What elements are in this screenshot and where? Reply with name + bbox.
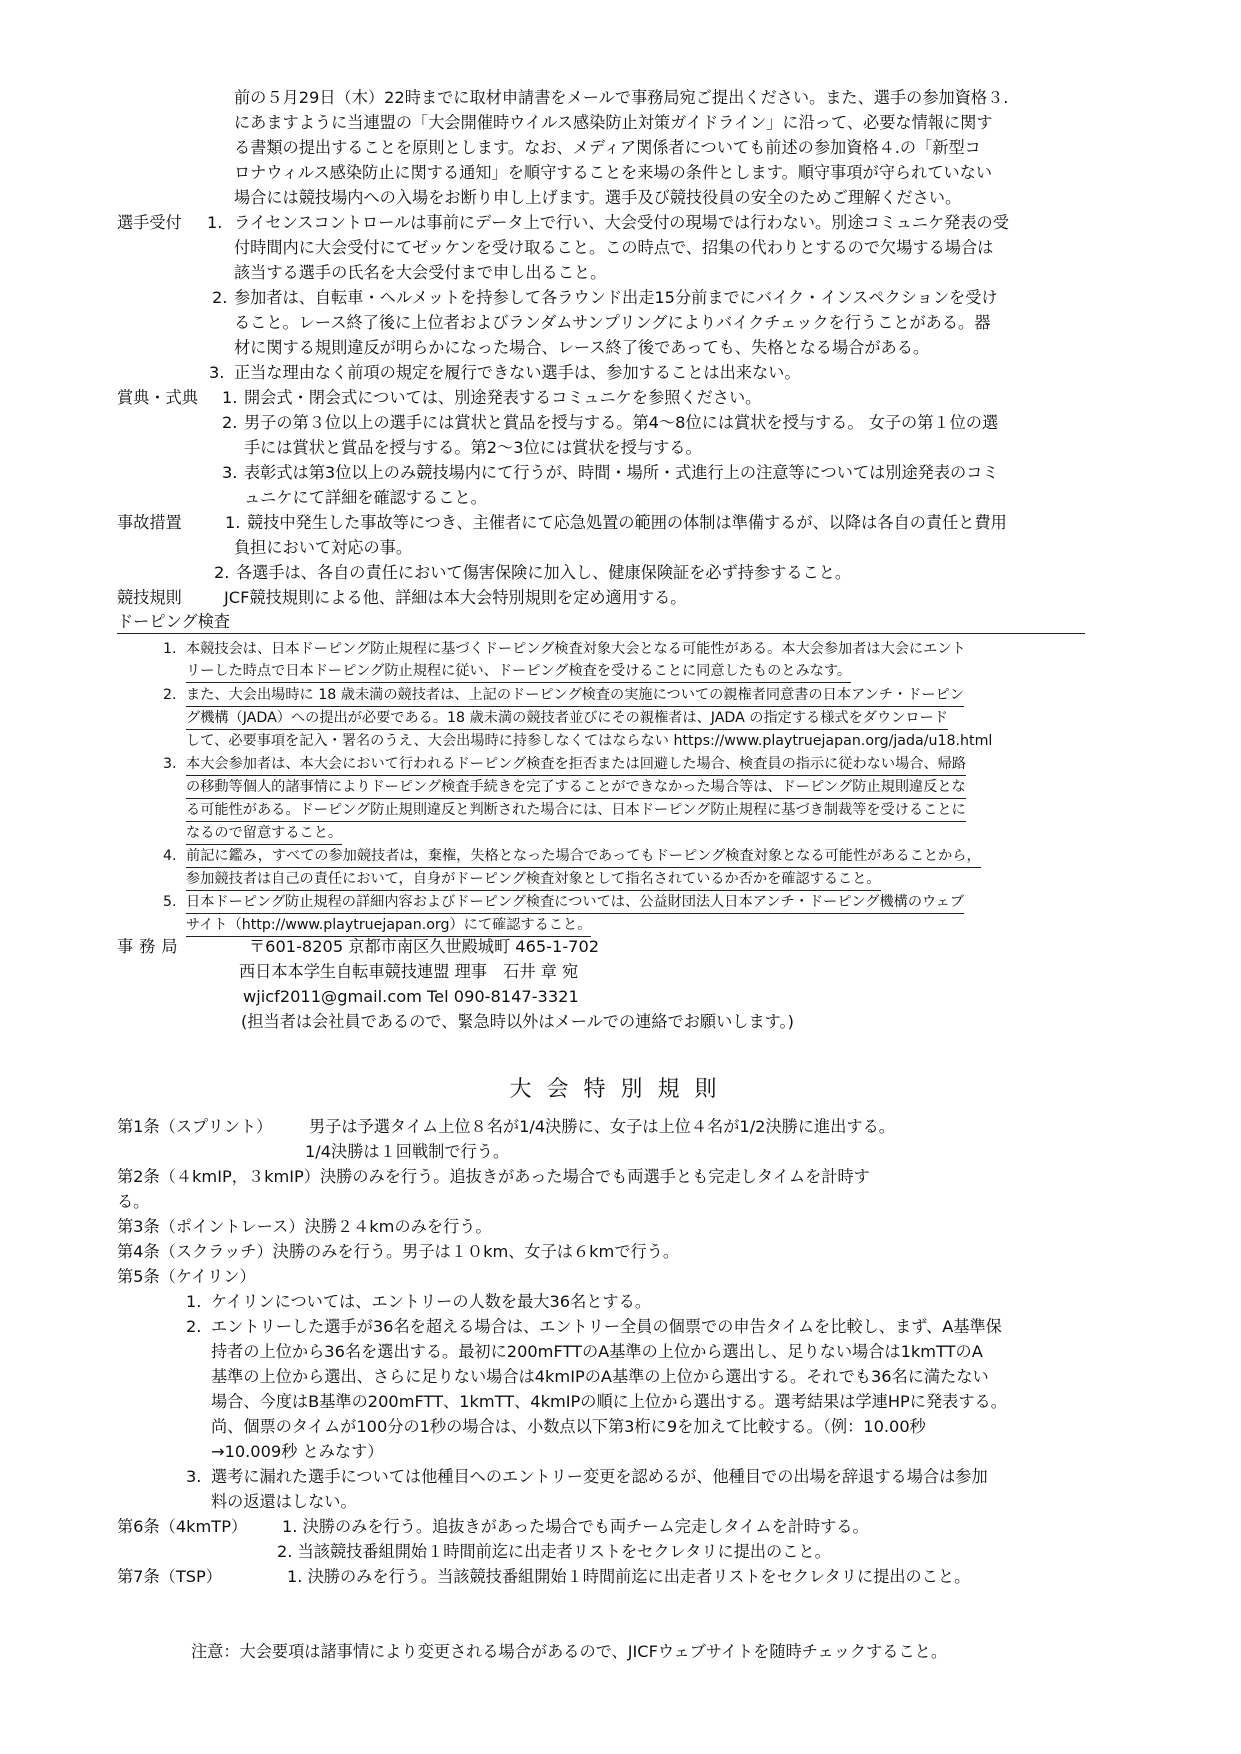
article-5-item-line: 選考に漏れた選手については他種目へのエントリー変更を認めるが、他種目での出場を辞退する場合は参加 <box>211 1467 988 1486</box>
doping-item-line: 本大会参加者は、本大会において行われるドーピング検査を拒否または回避した場合、検査員の指示に従わない場合、帰路 <box>186 753 966 776</box>
article-1-line: 男子は予選タイム上位８名が1/4決勝に、女子は上位４名が1/2決勝に進出する。 <box>309 1117 895 1136</box>
awards-item-line: 男子の第３位以上の選手には賞状と賞品を授与する。第4～8位には賞状を授与する。 女子の第１位の選 <box>244 413 999 432</box>
article-5-item-line: 料の返還はしない。 <box>211 1492 357 1511</box>
accident-item-line: 競技中発生した事故等につき、主催者にて応急処置の範囲の体制は準備するが、以降は各自の責任と費用 <box>247 513 1007 532</box>
article-5-item-line: 場合、今度はB基準の200mFTT、1kmTT、4kmIPの順に上位から選出する。選考結果は学連HPに発表する。 <box>211 1392 1007 1411</box>
office-contact: wjicf2011@gmail.com Tel 090-8147-3321 <box>243 987 579 1006</box>
intro-line: 前の５月29日（木）22時までに取材申請書をメールで事務局宛ご提出ください。また、選手の参加資格３. <box>234 88 1009 107</box>
reception-item-num: 1. <box>207 213 223 232</box>
article-4: 第4条（スクラッチ）決勝のみを行う。男子は１０km、女子は６kmで行う。 <box>117 1242 680 1261</box>
awards-item-line: 開会式・閉会式については、別途発表するコミュニケを参照ください。 <box>244 388 762 407</box>
article-5-item-num: 3. <box>186 1467 202 1486</box>
article-3: 第3条（ポイントレース）決勝２４kmのみを行う。 <box>117 1217 492 1236</box>
article-5-item-line: エントリーした選手が36名を超える場合は、エントリー全員の個票での申告タイムを比較し、まず、A基準保 <box>211 1317 1002 1336</box>
doping-divider <box>117 633 1085 634</box>
accident-item-num: 1. <box>225 513 241 532</box>
reception-item-num: 3. <box>209 363 225 382</box>
article-5-item-num: 2. <box>186 1317 202 1336</box>
reception-item-line: 参加者は、自転車・ヘルメットを持参して各ラウンド出走15分前までにバイク・インスペクションを受け <box>234 288 998 307</box>
doping-item-num: 1. <box>163 641 177 657</box>
doping-item-line: して、必要事項を記入・署名のうえ、大会出場時に持参しなくてはならない https://www.playtruejapan.org/jada/u18.html <box>186 733 993 749</box>
awards-item-line: 表彰式は第3位以上のみ競技場内にて行うが、時間・場所・式進行上の注意等については別途発表のコミ <box>244 463 999 482</box>
accident-item-line: 負担において対応の事。 <box>234 538 413 557</box>
rules-text: JCF競技規則による他、詳細は本大会特別規則を定め適用する。 <box>224 588 687 607</box>
article-6-label: 第6条（4kmTP） <box>117 1517 248 1536</box>
office-note: (担当者は会社員であるので、緊急時以外はメールでの連絡でお願いします。) <box>241 1012 794 1031</box>
doping-item-line: グ機構（JADA）への提出が必要である。18 歳未満の競技者並びにその親権者は、JADA の指定する様式をダウンロード <box>186 707 948 730</box>
article-5-item-num: 1. <box>186 1292 202 1311</box>
reception-item-line: 付時間内に大会受付にてゼッケンを受け取ること。この時点で、招集の代わりとするので欠場する場合は <box>234 238 994 257</box>
doping-item-line: なるので留意すること。 <box>186 822 342 845</box>
footer-note: 注意：大会要項は諸事情により変更される場合があるので、JICFウェブサイトを随時チェックすること。 <box>191 1642 948 1661</box>
doping-item-line: サイト（http://www.playtruejapan.org）にて確認すること。 <box>186 914 591 937</box>
awards-item-num: 1. <box>222 388 238 407</box>
doping-item-line: 前記に鑑み，すべての参加競技者は，棄権，失格となった場合であってもドーピング検査対象となる可能性があることから， <box>186 845 981 868</box>
office-recipient: 西日本本学生自転車競技連盟 理事 石井 章 宛 <box>239 962 579 981</box>
rules-heading: 競技規則 <box>117 588 182 607</box>
article-5-item-line: →10.009秒 とみなす） <box>211 1442 384 1461</box>
doping-item-num: 4. <box>163 848 177 864</box>
reception-heading: 選手受付 <box>117 213 182 232</box>
article-2-line: 第2条（４kmIP，３kmIP）決勝のみを行う。追抜きがあった場合でも両選手とも完走しタイムを計時す <box>117 1167 870 1186</box>
article-1-label: 第1条（スプリント） <box>117 1117 273 1136</box>
awards-item-num: 3. <box>222 463 238 482</box>
office-address: 〒601-8205 京都市南区久世殿城町 465-1-702 <box>249 937 600 956</box>
accident-item-line: 各選手は、各自の責任において傷害保険に加入し、健康保険証を必ず持参すること。 <box>236 563 852 582</box>
article-5-item-line: 尚、個票のタイムが100分の1秒の場合は、小数点以下第3桁に9を加えて比較する。（例：10.00秒 <box>211 1417 926 1436</box>
reception-item-line: 材に関する規則違反が明らかになった場合、レース終了後であっても、失格となる場合がある。 <box>234 338 930 357</box>
doping-item-line: の移動等個人的諸事情によりドーピング検査手続きを完了することができなかった場合等は、ドーピング防止規則違反とな <box>186 776 966 799</box>
article-6-item: 2. 当該競技番組開始１時間前迄に出走者リストをセクレタリに提出のこと。 <box>277 1542 831 1561</box>
doping-item-num: 5. <box>163 894 177 910</box>
reception-item-line: 該当する選手の氏名を大会受付まで申し出ること。 <box>234 263 607 282</box>
office-heading: 事務局 <box>117 937 184 956</box>
doping-heading: ドーピング検査 <box>117 610 230 634</box>
doping-item-num: 2. <box>163 687 177 703</box>
article-5-item-line: ケイリンについては、エントリーの人数を最大36名とする。 <box>211 1292 652 1311</box>
article-5-label: 第5条（ケイリン） <box>117 1267 256 1286</box>
intro-line: にあますように当連盟の「大会開催時ウイルス感染防止対策ガイドライン」に沿って、必要な情報に関す <box>234 113 993 132</box>
intro-line: る書類の提出することを原則とします。なお、メディア関係者についても前述の参加資格４.の「新型コ <box>234 138 981 157</box>
article-1-line: 1/4決勝は１回戦制で行う。 <box>305 1142 510 1161</box>
awards-heading: 賞典・式典 <box>117 388 198 407</box>
special-rules-title: 大会特別規則 <box>509 1077 732 1102</box>
article-6-item: 1. 決勝のみを行う。追抜きがあった場合でも両チーム完走しタイムを計時する。 <box>282 1517 869 1536</box>
intro-line: 場合には競技場内への入場をお断り申し上げます。選手及び競技役員の安全のためご理解ください。 <box>234 188 962 207</box>
intro-line: ロナウィルス感染防止に関する通知」を順守することを来場の条件とします。順守事項が守られていない <box>234 163 993 182</box>
doping-item-num: 3. <box>163 756 177 772</box>
article-5-item-line: 基準の上位から選出、さらに足りない場合は4kmIPのA基準の上位から選出する。それでも36名に満たない <box>211 1367 989 1386</box>
awards-item-num: 2. <box>222 413 238 432</box>
article-2-line: る。 <box>117 1192 150 1211</box>
doping-item-line: 日本ドーピング防止規程の詳細内容およびドーピング検査については、公益財団法人日本アンチ・ドーピング機構のウェブ <box>186 891 964 914</box>
awards-item-line: ュニケにて詳細を確認すること。 <box>244 488 487 507</box>
article-7-item: 1. 決勝のみを行う。当該競技番組開始１時間前迄に出走者リストをセクレタリに提出のこと。 <box>287 1567 971 1586</box>
article-7-label: 第7条（TSP） <box>117 1567 222 1586</box>
article-5-item-line: 持者の上位から36名を選出する。最初に200mFTTのA基準の上位から選出し、足りない場合は1kmTTのA <box>211 1342 983 1361</box>
doping-item-line: リーした時点で日本ドーピング防止規程に従い、ドーピング検査を受けることに同意したものとみなす。 <box>186 660 851 683</box>
awards-item-line: 手には賞状と賞品を授与する。第2～3位には賞状を授与する。 <box>244 438 702 457</box>
doping-item-line: 本競技会は、日本ドーピング防止規程に基づくドーピング検査対象大会となる可能性がある。本大会参加者は大会にエント <box>186 641 966 657</box>
reception-item-line: 正当な理由なく前項の規定を履行できない選手は、参加することは出来ない。 <box>234 363 801 382</box>
reception-item-line: ライセンスコントロールは事前にデータ上で行い、大会受付の現場では行わない。別途コミュニケ発表の受 <box>234 213 1009 232</box>
doping-item-line: 参加競技者は自己の責任において，自身がドーピング検査対象として指名されているか否かを確認すること。 <box>186 868 881 891</box>
reception-item-num: 2. <box>212 288 228 307</box>
doping-item-line: また、大会出場時に 18 歳未満の競技者は、上記のドーピング検査の実施についての親権者同意書の日本アンチ・ドーピン <box>186 684 964 707</box>
reception-item-line: ること。レース終了後に上位者およびランダムサンプリングによりバイクチェックを行うことがある。器 <box>234 313 991 332</box>
accident-heading: 事故措置 <box>117 513 182 532</box>
doping-item-line: る可能性がある。ドーピング防止規則違反と判断された場合には、日本ドーピング防止規程に基づき制裁等を受けることに <box>186 799 966 822</box>
accident-item-num: 2. <box>214 563 230 582</box>
